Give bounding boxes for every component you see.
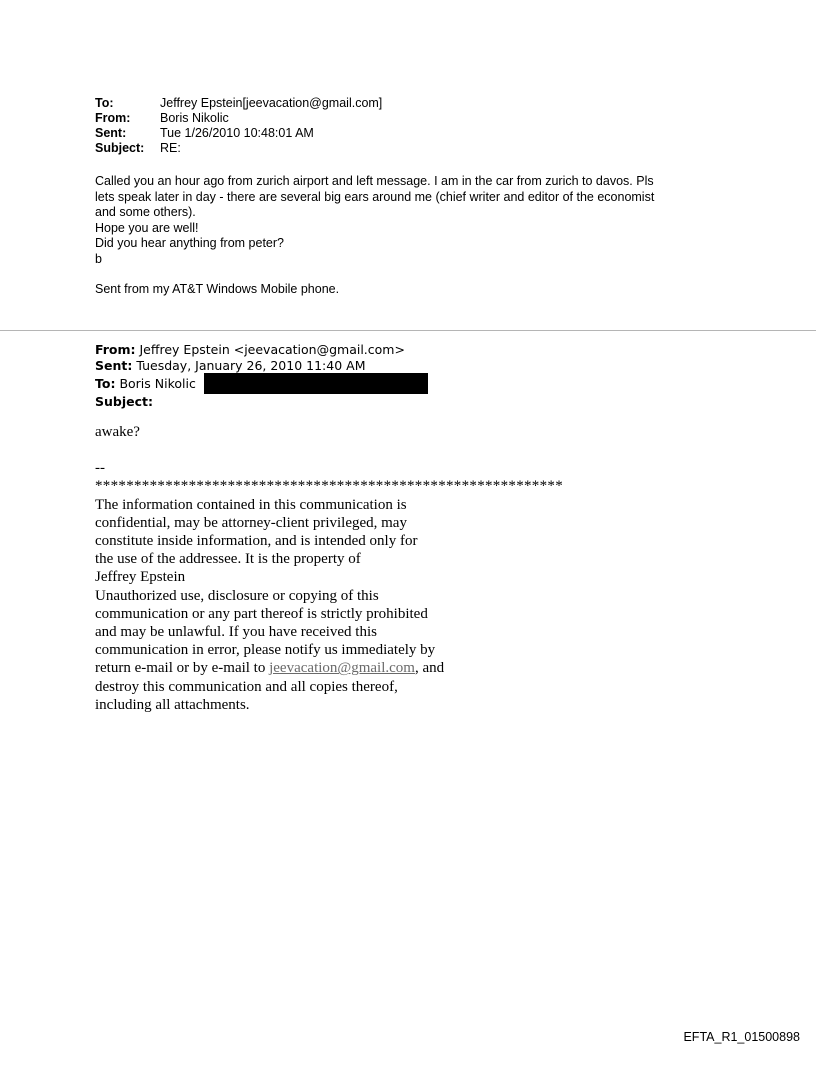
disclaimer-line: Unauthorized use, disclosure or copying of this [95, 587, 379, 604]
disclaimer-line: the use of the addressee. It is the property of [95, 551, 361, 568]
subject-value: RE: [160, 141, 181, 155]
sent-label: Sent: [95, 126, 127, 140]
original-sent-label: Sent: [95, 357, 133, 373]
disclaimer-line: constitute inside information, and is intended only for [95, 533, 418, 550]
disclaimer-line: destroy this communication and all copies thereof, [95, 678, 398, 695]
original-sent-value: Tuesday, January 26, 2010 11:40 AM [136, 357, 366, 373]
disclaimer-line: communication or any part thereof is strictly prohibited [95, 605, 428, 622]
reply-header [95, 96, 382, 156]
mobile-signature: Sent from my AT&T Windows Mobile phone. [95, 282, 340, 296]
subject-label: Subject: [95, 141, 145, 155]
to-label: To: [95, 96, 114, 110]
reply-body-line: and some others). [95, 205, 196, 219]
to-row [95, 96, 382, 111]
from-row [95, 111, 382, 126]
reply-body-line: lets speak later in day - there are several big ears around me (chief writer and editor of the economist [95, 189, 655, 204]
subject-row [95, 141, 382, 156]
to-value: Jeffrey Epstein[jeevacation@gmail.com] [160, 96, 383, 110]
disclaimer-line: The information contained in this communication is [95, 496, 407, 513]
disclaimer-line: Jeffrey Epstein [95, 569, 186, 586]
from-label: From: [95, 111, 131, 125]
original-to-value: Boris Nikolic [119, 376, 196, 391]
return-suffix: , and [414, 660, 445, 677]
sent-row [95, 126, 382, 141]
original-from-value: Jeffrey Epstein <jeevacation@gmail.com> [139, 342, 405, 357]
disclaimer-line: communication in error, please notify us immediately by [95, 642, 436, 659]
reply-body-line: Called you an hour ago from zurich airport and left message. I am in the car from zurich to davos. Pls [95, 174, 654, 188]
original-message-text: awake? [95, 424, 140, 440]
return-prefix: return e-mail or by e-mail to [95, 660, 270, 677]
document-id: EFTA_R1_01500898 [683, 1030, 800, 1044]
original-body [95, 423, 563, 714]
original-from-row [95, 342, 428, 358]
redaction-bar [204, 373, 428, 394]
original-subject-label: Subject: [95, 394, 153, 409]
email-link[interactable]: jeevacation@gmail.com [269, 660, 415, 677]
disclaimer-line: and may be unlawful. If you have received this [95, 624, 377, 641]
disclaimer-return-line [95, 659, 563, 677]
reply-body-line: Did you hear anything from peter? [95, 236, 284, 250]
original-sent-row [95, 358, 428, 374]
reply-body [95, 174, 715, 267]
message-divider [0, 330, 816, 331]
separator-dashes: -- [95, 460, 105, 477]
original-from-label: From: [95, 342, 136, 357]
separator-stars: ************************************************************ [95, 478, 563, 495]
disclaimer-line: confidential, may be attorney-client privileged, may [95, 514, 407, 531]
original-to-label: To: [95, 376, 116, 391]
disclaimer-line: including all attachments. [95, 696, 250, 713]
reply-body-line: Hope you are well! [95, 220, 199, 235]
original-header [95, 342, 428, 410]
original-to-row [95, 373, 428, 394]
sent-value: Tue 1/26/2010 10:48:01 AM [160, 126, 314, 140]
reply-body-line: b [95, 251, 102, 266]
original-subject-row [95, 394, 428, 410]
from-value: Boris Nikolic [160, 111, 229, 125]
